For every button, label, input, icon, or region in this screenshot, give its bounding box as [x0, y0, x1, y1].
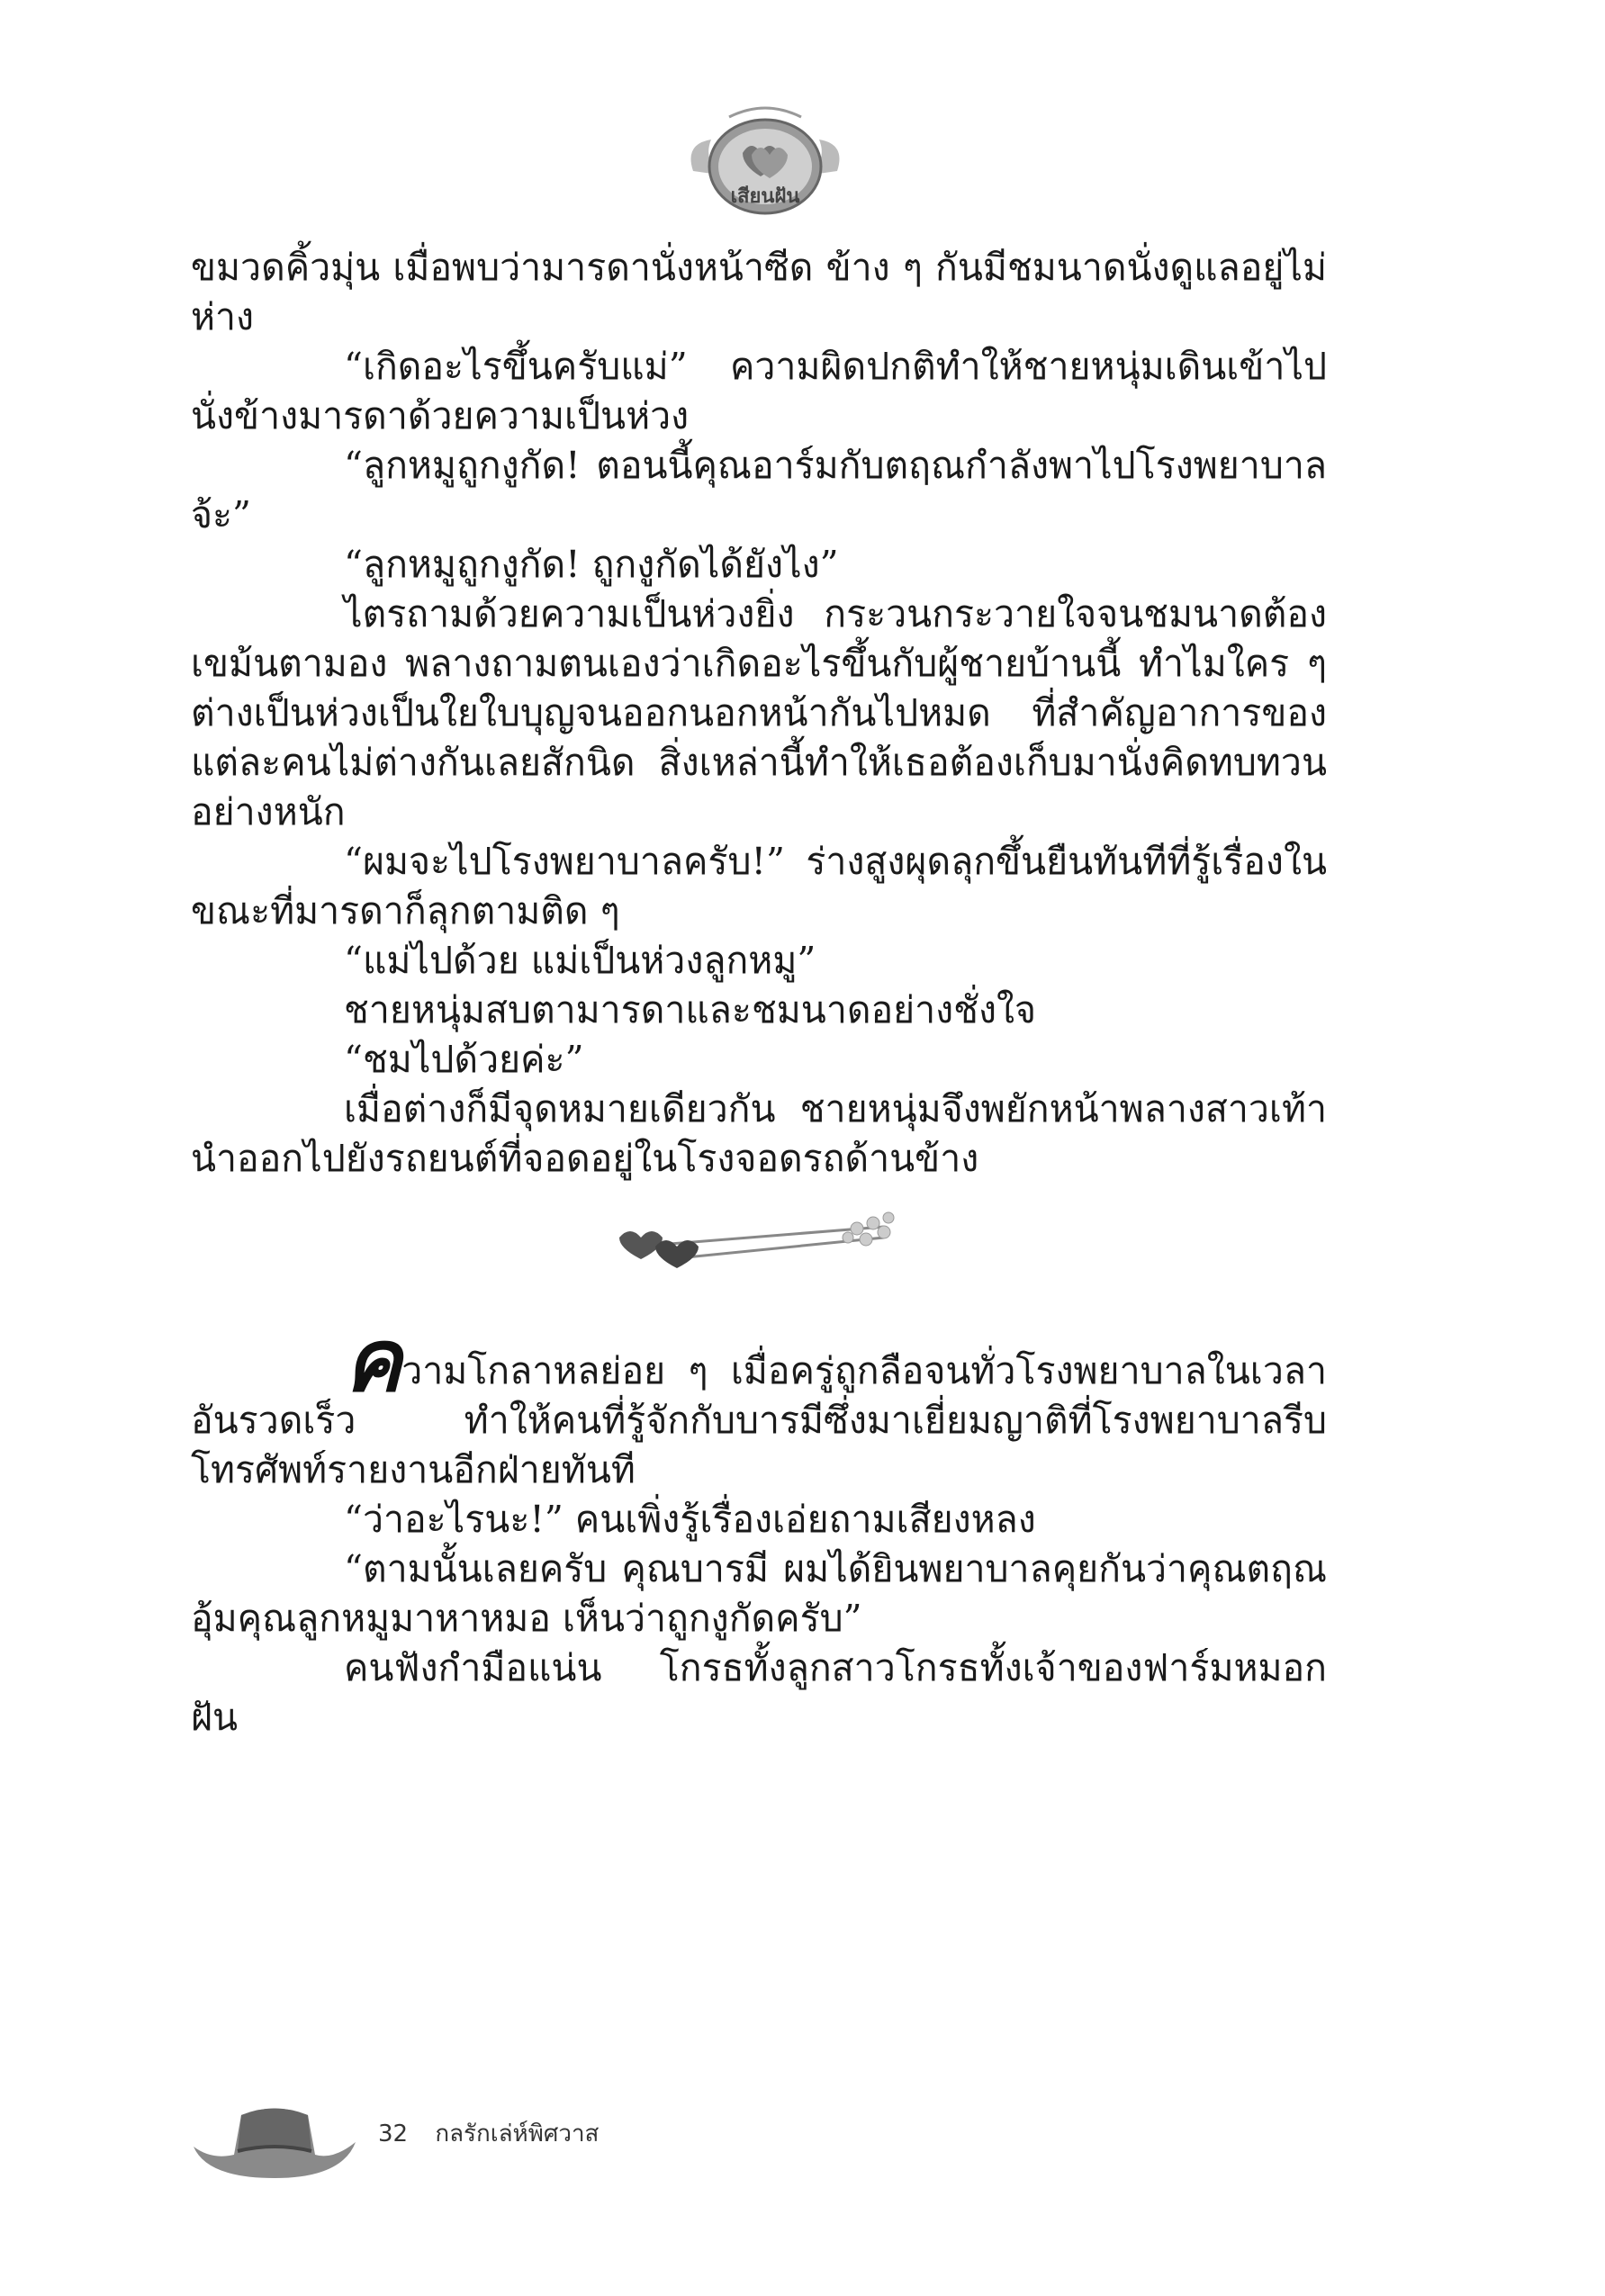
cowboy-hat-icon [189, 2097, 360, 2187]
paragraph: “ชมไปด้วยค่ะ” [344, 1038, 584, 1081]
header-emblem [675, 99, 855, 225]
paragraph: “ว่าอะไรนะ!” คนเพิ่งรู้เรื่องเอ่ยถามเสียงหลง [344, 1498, 1036, 1541]
paragraph: ขมวดคิ้วมุ่น เมื่อพบว่ามารดานั่งหน้าซีด ข้าง ๆ กันมีชมนาดนั่งดูแลอยู่ไม่ห่าง [191, 246, 1327, 338]
paragraph: “ตามนั้นเลยครับ คุณบารมี ผมได้ยินพยาบาลคุยกันว่าคุณตฤณอุ้มคุณลูกหมูมาหาหมอ เห็นว่าถูกงูกัดครับ” [191, 1547, 1327, 1640]
body-text [191, 243, 1327, 1742]
hearts-flower-divider-icon [614, 1211, 911, 1274]
section-divider [191, 1202, 1327, 1301]
paragraph: ชายหนุ่มสบตามารดาและชมนาดอย่างชั่งใจ [344, 988, 1037, 1031]
section2-first-paragraph [191, 1310, 1327, 1495]
paragraph: ไตรถามด้วยความเป็นห่วงยิ่ง กระวนกระวายใจจนชมนาดต้องเขม้นตามอง พลางถามตนเองว่าเกิดอะไรขึ้นกับผู้ชายบ้านนี้ ทำไมใคร ๆ ต่างเป็นห่วงเป็นใยใบบุญจนออกนอกหน้ากันไปหมด ที่สำคัญอาการของแต่ละคนไม่ต่างกันเลยสักนิด สิ่งเหล่านี้ทำให้เธอต้องเก็บมานั่งคิดทบทวนอย่างหนัก [191, 592, 1327, 833]
paragraph: “แม่ไปด้วย แม่เป็นห่วงลูกหมู” [344, 939, 816, 982]
paragraph: “เกิดอะไรขึ้นครับแม่” ความผิดปกติทำให้ชายหนุ่มเดินเข้าไปนั่งข้างมารดาด้วยความเป็นห่วง [191, 345, 1327, 437]
section2-first-text: วามโกลาหลย่อย ๆ เมื่อครู่ถูกลือจนทั่วโรงพยาบาลในเวลาอันรวดเร็ว ทำให้คนที่รู้จักกับบารมีซึ่งมาเยี่ยมญาติที่โรงพยาบาลรีบโทรศัพท์รายงานอีกฝ่ายทันที [191, 1349, 1327, 1491]
paragraph: คนฟังกำมือแน่น โกรธทั้งลูกสาวโกรธทั้งเจ้าของฟาร์มหมอกฝัน [191, 1646, 1327, 1739]
drop-cap: ค [344, 1310, 402, 1411]
paragraph: “ลูกหมูถูกงูกัด! ตอนนี้คุณอาร์มกับตฤณกำลังพาไปโรงพยาบาลจ้ะ” [191, 444, 1327, 536]
paragraph: “ลูกหมูถูกงูกัด! ถูกงูกัดได้ยังไง” [344, 543, 839, 586]
paragraphs-after [191, 1495, 1327, 1742]
paragraph: “ผมจะไปโรงพยาบาลครับ!” ร่างสูงผุดลุกขึ้นยืนทันทีที่รู้เรื่องในขณะที่มารดาก็ลุกตามติด ๆ [191, 840, 1327, 932]
book-title: กลรักเล่ห์พิศวาส [435, 2120, 600, 2147]
paragraph: เมื่อต่างก็มีจุดหมายเดียวกัน ชายหนุ่มจึงพยักหน้าพลางสาวเท้านำออกไปยังรถยนต์ที่จอดอยู่ในโรงจอดรถด้านข้าง [191, 1087, 1327, 1180]
emblem-label: เสียนฝัน [730, 185, 800, 208]
paragraphs-before [191, 243, 1327, 1184]
page-number: 32 [378, 2120, 409, 2147]
page-footer [378, 2115, 618, 2152]
